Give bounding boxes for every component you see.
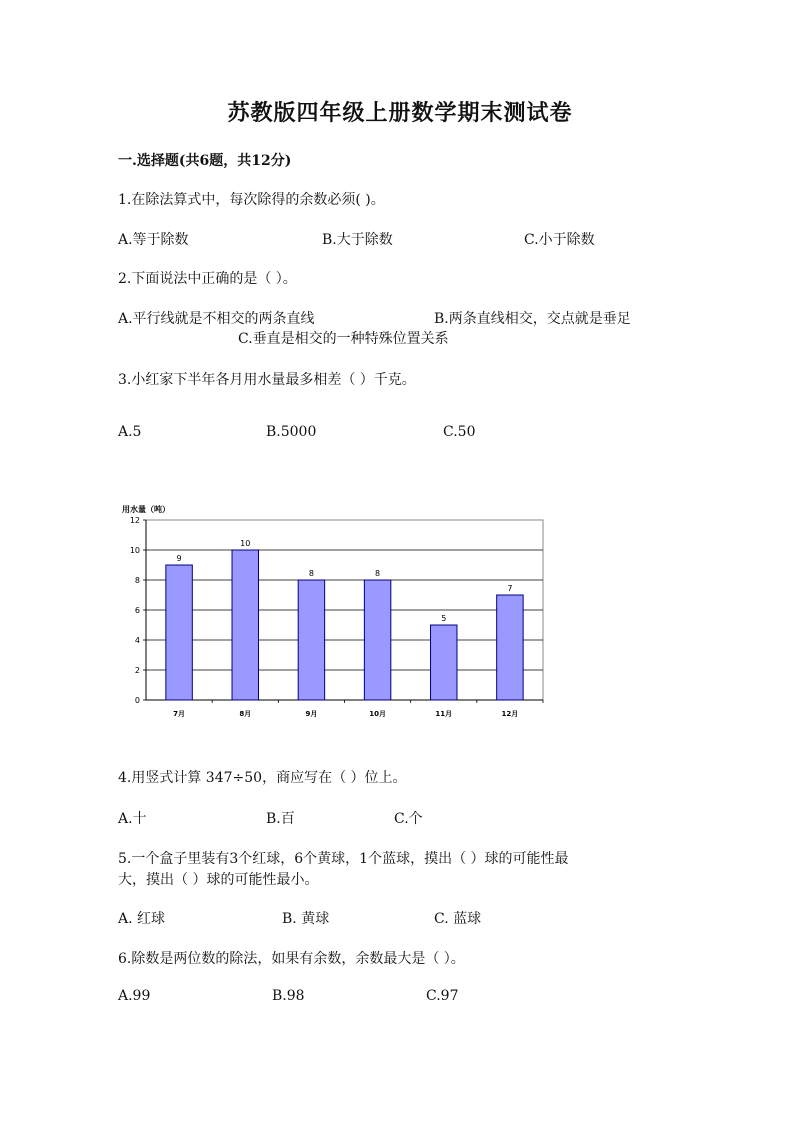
- x-tick-label: 11月: [435, 710, 453, 718]
- question-6-option-c: C.97: [426, 988, 459, 1004]
- data-label: 5: [441, 614, 447, 623]
- x-tick-label: 10月: [369, 710, 386, 718]
- question-2-option-b: B.两条直线相交，交点就是垂足: [434, 311, 631, 327]
- question-3-stem: 3.小红家下半年各月用水量最多相差（ ）千克。: [118, 372, 416, 388]
- question-5-option-c: C. 蓝球: [434, 911, 482, 927]
- data-label: 8: [375, 569, 381, 578]
- question-1-option-c: C.小于除数: [524, 232, 595, 248]
- data-label: 7: [507, 584, 513, 593]
- section-heading: 一.选择题(共6题，共12分): [118, 153, 292, 169]
- question-3-option-b: B.5000: [266, 424, 317, 440]
- bar: [364, 580, 390, 700]
- question-1-option-b: B.大于除数: [322, 232, 393, 248]
- question-4-stem: 4.用竖式计算 347÷50，商应写在（ ）位上。: [118, 770, 407, 786]
- question-5-option-a: A. 红球: [118, 911, 166, 927]
- bar: [431, 625, 457, 700]
- page-title: 苏教版四年级上册数学期末测试卷: [227, 100, 573, 126]
- question-3-option-a: A.5: [118, 424, 142, 440]
- y-tick-label: 6: [134, 606, 140, 615]
- y-tick-label: 4: [134, 636, 140, 645]
- bar: [298, 580, 324, 700]
- chart-svg: [118, 498, 558, 730]
- bar: [232, 550, 258, 700]
- data-label: 8: [308, 569, 314, 578]
- y-tick-label: 0: [134, 696, 140, 705]
- question-5-stem-line2: 大，摸出（ ）球的可能性最小。: [118, 872, 319, 888]
- question-5-option-b: B. 黄球: [282, 911, 330, 927]
- question-6-option-a: A.99: [118, 988, 151, 1004]
- question-2-option-c: C.垂直是相交的一种特殊位置关系: [238, 331, 449, 347]
- question-4-option-b: B.百: [266, 811, 295, 827]
- y-tick-label: 12: [129, 516, 140, 525]
- question-2-option-a: A.平行线就是不相交的两条直线: [118, 311, 315, 327]
- question-6-option-b: B.98: [272, 988, 305, 1004]
- question-6-stem: 6.除数是两位数的除法，如果有余数，余数最大是（ ）。: [118, 951, 465, 967]
- y-axis-label: 用水量（吨）: [122, 505, 170, 514]
- x-tick-label: 9月: [305, 710, 318, 718]
- data-label: 10: [240, 539, 251, 548]
- y-tick-label: 10: [129, 546, 140, 555]
- water-usage-chart: [118, 498, 558, 730]
- y-tick-label: 2: [134, 666, 140, 675]
- x-tick-label: 8月: [239, 710, 252, 718]
- question-1-option-a: A.等于除数: [118, 232, 189, 248]
- x-tick-label: 7月: [173, 710, 186, 718]
- data-label: 9: [176, 554, 182, 563]
- bar: [166, 565, 192, 700]
- bar: [497, 595, 523, 700]
- question-1-stem: 1.在除法算式中，每次除得的余数必须( )。: [118, 192, 385, 208]
- x-tick-label: 12月: [501, 710, 519, 718]
- question-4-option-c: C.个: [394, 811, 423, 827]
- question-5-stem-line1: 5.一个盒子里装有3个红球，6个黄球，1个蓝球，摸出（ ）球的可能性最: [118, 851, 569, 867]
- question-3-option-c: C.50: [443, 424, 476, 440]
- y-tick-label: 8: [134, 576, 140, 585]
- question-2-stem: 2.下面说法中正确的是（ ）。: [118, 271, 297, 287]
- question-4-option-a: A.十: [118, 811, 147, 827]
